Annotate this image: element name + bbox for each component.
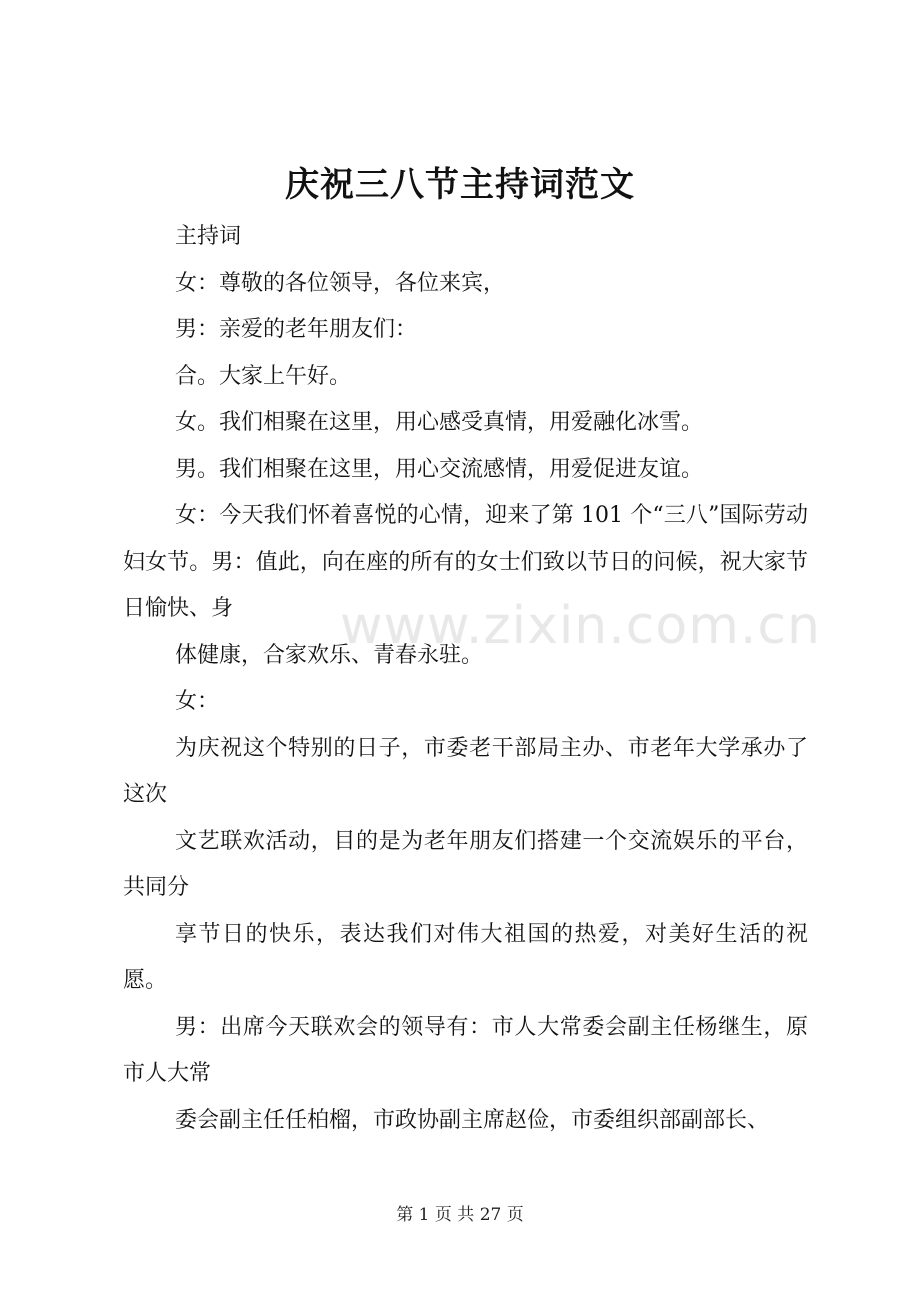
paragraph-female-greeting: 女：尊敬的各位领导，各位来宾，: [175, 270, 506, 296]
paragraph-wishes: 体健康，合家欢乐、青春永驻。: [175, 642, 484, 668]
paragraph-together-greeting: 合。大家上午好。: [175, 363, 352, 389]
paragraph-event-organizer: 为庆祝这个特别的日子，市委老干部局主办、市老年大学承办了这次: [123, 735, 808, 807]
document-body: [123, 214, 808, 1144]
paragraph-womens-day: 女：今天我们怀着喜悦的心情，迎来了第 101 个“三八”国际劳动妇女节。男：值此，向在座的所有的女士们致以节日的问候，祝大家节日愉快、身: [123, 503, 808, 621]
paragraph-leaders-present: 男：出席今天联欢会的领导有：市人大常委会副主任杨继生，原市人大常: [123, 1014, 808, 1086]
site-watermark: www.zixin.com.cn: [340, 596, 821, 656]
paragraph-event-purpose: 文艺联欢活动，目的是为老年朋友们搭建一个交流娱乐的平台，共同分: [123, 828, 808, 900]
paragraph-female-label: 女：: [175, 689, 220, 714]
paragraph-female-gathering: 女。我们相聚在这里，用心感受真情，用爱融化冰雪。: [175, 410, 704, 435]
paragraph-leaders-continued: 委会副主任任柏榴，市政协副主席赵俭，市委组织部副部长、: [175, 1107, 770, 1133]
document-title: 庆祝三八节主持词范文: [285, 165, 635, 205]
paragraph-event-joy: 享节日的快乐，表达我们对伟大祖国的热爱，对美好生活的祝愿。: [123, 921, 808, 993]
paragraph-host-word: 主持词: [175, 224, 242, 249]
paragraph-male-gathering: 男。我们相聚在这里，用心交流感情，用爱促进友谊。: [175, 456, 704, 482]
paragraph-male-greeting: 男：亲爱的老年朋友们：: [175, 317, 418, 342]
page-footer: 第 1 页 共 27 页: [396, 1205, 524, 1225]
